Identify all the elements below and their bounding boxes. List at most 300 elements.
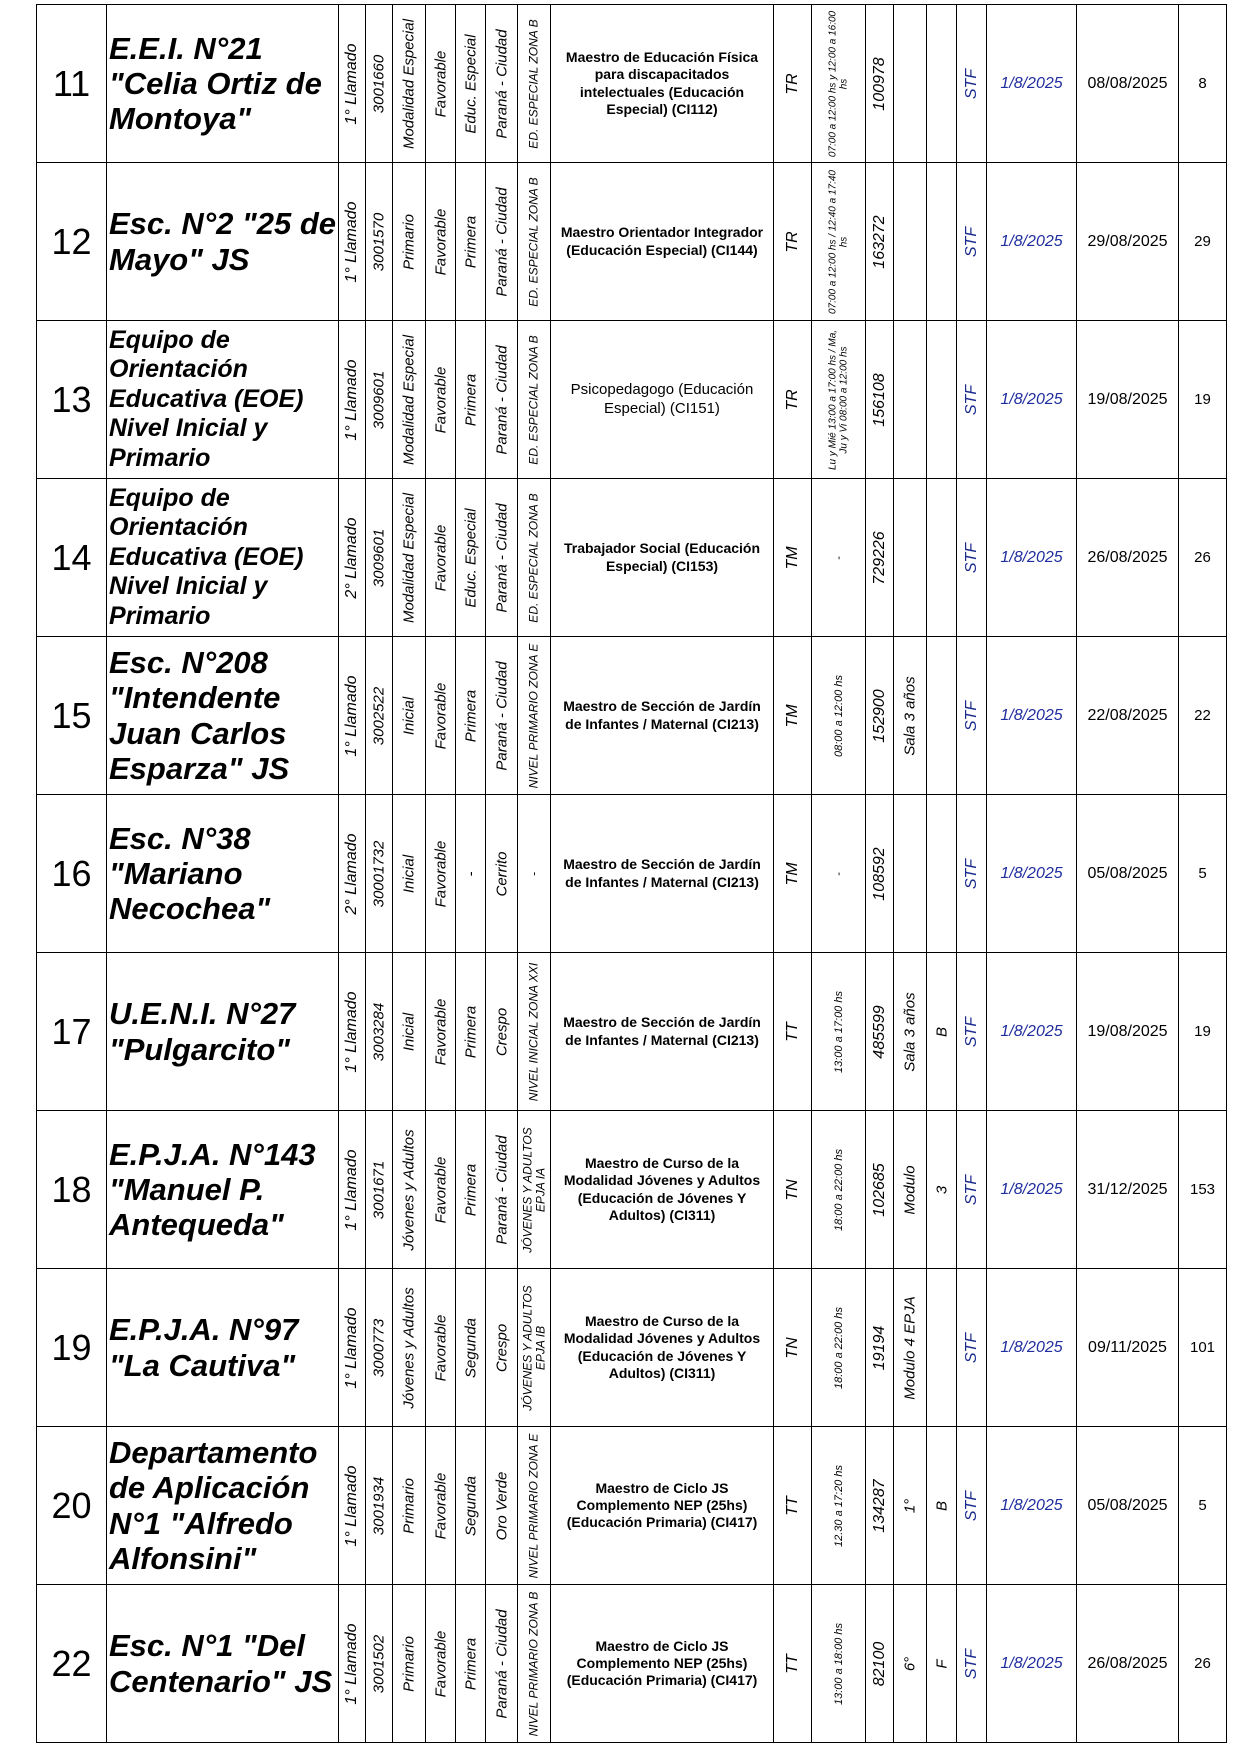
zona-cell (426, 795, 456, 953)
ciudad: Crespo (493, 1323, 510, 1372)
turno: TT (783, 1653, 801, 1674)
cargo: Trabajador Social (Educación Especial) (CI153) (551, 479, 774, 637)
fecha-hasta: 31/12/2025 (1077, 1111, 1179, 1269)
tipo: STF (962, 384, 980, 415)
seccion-cell (894, 953, 927, 1111)
horario-cell (812, 5, 866, 163)
modalidad-cell (393, 163, 426, 321)
legajo: 19194 (870, 1325, 888, 1370)
seccion-cell (894, 1585, 927, 1743)
llamado-cell (339, 479, 366, 637)
division-cell (927, 1585, 957, 1743)
modalidad: Inicial (400, 696, 418, 735)
school-name: Esc. N°208 "Intendente Juan Carlos Esparza" JS (107, 637, 339, 795)
tipo-cell (957, 1269, 987, 1427)
school-code: 3001502 (370, 1634, 388, 1693)
tipo: STF (962, 1174, 980, 1205)
turno: TT (783, 1495, 801, 1516)
supervision-cell (518, 1585, 551, 1743)
cargo: Maestro de Curso de la Modalidad Jóvenes y Adultos (Educación de Jóvenes Y Adultos) (CI311) (551, 1269, 774, 1427)
llamado: 1° Llamado (343, 990, 360, 1073)
table-row (37, 1427, 1227, 1585)
school-code: 3000773 (370, 1318, 388, 1377)
ciudad: Paraná - Ciudad (493, 28, 510, 139)
division-cell (927, 1427, 957, 1585)
llamado: 1° Llamado (343, 358, 360, 441)
division: F (933, 1658, 950, 1669)
code-cell (366, 637, 393, 795)
division-cell (927, 5, 957, 163)
fecha-desde: 1/8/2025 (987, 1269, 1077, 1427)
fecha-desde: 1/8/2025 (987, 479, 1077, 637)
table-row (37, 953, 1227, 1111)
fecha-desde: 1/8/2025 (987, 1585, 1077, 1743)
categoria-cell (456, 321, 486, 479)
ciudad-cell (486, 1427, 518, 1585)
legajo: 108592 (870, 846, 888, 901)
zona-favorable: Favorable (432, 1472, 449, 1539)
tipo-cell (957, 1111, 987, 1269)
seccion-cell (894, 795, 927, 953)
turno: TN (783, 1178, 801, 1201)
ciudad-cell (486, 479, 518, 637)
horario: 08:00 a 12:00 hs (832, 674, 845, 757)
fecha-hasta: 19/08/2025 (1077, 321, 1179, 479)
cantidad-dias: 5 (1179, 795, 1227, 953)
fecha-desde: 1/8/2025 (987, 321, 1077, 479)
llamado: 1° Llamado (343, 42, 360, 125)
code-cell (366, 321, 393, 479)
vacancy-sheet (36, 4, 1216, 1749)
modalidad: Primario (400, 213, 418, 270)
legajo: 163272 (870, 214, 888, 269)
categoria-cell (456, 163, 486, 321)
zona-favorable: Favorable (432, 840, 449, 907)
modalidad: Primario (400, 1635, 418, 1692)
categoria-cell (456, 1585, 486, 1743)
school-name: Esc. N°1 "Del Centenario" JS (107, 1585, 339, 1743)
fecha-hasta: 22/08/2025 (1077, 637, 1179, 795)
fecha-desde: 1/8/2025 (987, 1427, 1077, 1585)
horario: 18:00 a 22:00 hs (832, 1148, 845, 1231)
row-number: 16 (37, 795, 107, 953)
llamado: 1° Llamado (343, 1148, 360, 1231)
zona-favorable: Favorable (432, 50, 449, 117)
turno: TR (783, 72, 801, 95)
school-name: E.E.I. N°21 "Celia Ortiz de Montoya" (107, 5, 339, 163)
school-name: Esc. N°38 "Mariano Necochea" (107, 795, 339, 953)
supervision: NIVEL PRIMARIO ZONA E (526, 643, 541, 788)
cantidad-dias: 22 (1179, 637, 1227, 795)
categoria: Educ. Especial (462, 33, 479, 134)
llamado-cell (339, 163, 366, 321)
division-cell (927, 321, 957, 479)
legajo: 156108 (870, 372, 888, 427)
row-number: 14 (37, 479, 107, 637)
cantidad-dias: 26 (1179, 1585, 1227, 1743)
seccion-cell (894, 321, 927, 479)
modalidad: Modalidad Especial (400, 334, 418, 465)
ciudad-cell (486, 1269, 518, 1427)
cantidad-dias: 19 (1179, 321, 1227, 479)
table-row (37, 479, 1227, 637)
ciudad: Paraná - Ciudad (493, 1134, 510, 1245)
cantidad-dias: 101 (1179, 1269, 1227, 1427)
division-cell (927, 795, 957, 953)
table-row (37, 1585, 1227, 1743)
seccion: 1° (901, 1498, 919, 1513)
turno-cell (774, 321, 812, 479)
seccion: Sala 3 años (901, 675, 919, 756)
ciudad: Crespo (493, 1007, 510, 1056)
horario: 18:00 a 22:00 hs (832, 1306, 845, 1389)
turno-cell (774, 1269, 812, 1427)
division-cell (927, 1111, 957, 1269)
ciudad-cell (486, 637, 518, 795)
tipo: STF (962, 1016, 980, 1047)
division-cell (927, 1269, 957, 1427)
turno-cell (774, 795, 812, 953)
code-cell (366, 1111, 393, 1269)
legajo: 729226 (870, 530, 888, 585)
horario: 12.30 a 17:20 hs (832, 1464, 845, 1547)
fecha-desde: 1/8/2025 (987, 795, 1077, 953)
tipo-cell (957, 1585, 987, 1743)
zona-favorable: Favorable (432, 524, 449, 591)
cargo: Maestro de Sección de Jardín de Infantes / Maternal (CI213) (551, 953, 774, 1111)
legajo-cell (866, 1427, 894, 1585)
legajo-cell (866, 5, 894, 163)
zona-favorable: Favorable (432, 1156, 449, 1223)
supervision: NIVEL PRIMARIO ZONA B (526, 1591, 541, 1736)
cantidad-dias: 19 (1179, 953, 1227, 1111)
legajo-cell (866, 795, 894, 953)
modalidad-cell (393, 1269, 426, 1427)
table-row (37, 321, 1227, 479)
llamado: 1° Llamado (343, 1464, 360, 1547)
division: B (933, 1026, 950, 1037)
seccion-cell (894, 637, 927, 795)
categoria-cell (456, 953, 486, 1111)
fecha-desde: 1/8/2025 (987, 953, 1077, 1111)
turno-cell (774, 5, 812, 163)
legajo-cell (866, 1111, 894, 1269)
tipo: STF (962, 858, 980, 889)
legajo-cell (866, 1585, 894, 1743)
llamado-cell (339, 953, 366, 1111)
school-name: E.P.J.A. N°143 "Manuel P. Antequeda" (107, 1111, 339, 1269)
fecha-hasta: 05/08/2025 (1077, 1427, 1179, 1585)
llamado: 2° Llamado (343, 516, 360, 599)
cargo: Maestro de Curso de la Modalidad Jóvenes y Adultos (Educación de Jóvenes Y Adultos) (CI311) (551, 1111, 774, 1269)
categoria: Primera (462, 1005, 479, 1058)
table-row (37, 1111, 1227, 1269)
horario: 13:00 a 18:00 hs (832, 1622, 845, 1705)
modalidad-cell (393, 795, 426, 953)
horario-cell (812, 163, 866, 321)
legajo: 485599 (870, 1004, 888, 1059)
seccion: Modulo 4 EPJA (901, 1295, 919, 1400)
zona-cell (426, 1269, 456, 1427)
supervision-cell (518, 163, 551, 321)
modalidad: Jóvenes y Adultos (400, 1128, 418, 1251)
ciudad-cell (486, 1585, 518, 1743)
modalidad: Inicial (400, 1012, 418, 1051)
zona-favorable: Favorable (432, 208, 449, 275)
zona-cell (426, 163, 456, 321)
division: B (933, 1500, 950, 1511)
legajo: 100978 (870, 56, 888, 111)
division: 3 (933, 1185, 950, 1194)
school-code: 3001660 (370, 54, 388, 113)
fecha-desde: 1/8/2025 (987, 5, 1077, 163)
llamado: 1° Llamado (343, 1306, 360, 1389)
row-number: 22 (37, 1585, 107, 1743)
zona-favorable: Favorable (432, 1630, 449, 1697)
seccion-cell (894, 1269, 927, 1427)
school-name: Esc. N°2 "25 de Mayo" JS (107, 163, 339, 321)
horario: - (832, 555, 845, 560)
table-row (37, 795, 1227, 953)
code-cell (366, 1427, 393, 1585)
tipo-cell (957, 479, 987, 637)
categoria-cell (456, 1111, 486, 1269)
zona-cell (426, 479, 456, 637)
categoria-cell (456, 479, 486, 637)
row-number: 12 (37, 163, 107, 321)
legajo: 82100 (870, 1641, 888, 1686)
legajo: 134287 (870, 1478, 888, 1533)
ciudad-cell (486, 163, 518, 321)
horario-cell (812, 953, 866, 1111)
modalidad-cell (393, 1111, 426, 1269)
tipo-cell (957, 795, 987, 953)
school-code: 3009601 (370, 370, 388, 429)
tipo-cell (957, 953, 987, 1111)
zona-cell (426, 5, 456, 163)
ciudad-cell (486, 5, 518, 163)
categoria-cell (456, 795, 486, 953)
modalidad-cell (393, 1585, 426, 1743)
turno-cell (774, 1111, 812, 1269)
supervision-cell (518, 5, 551, 163)
categoria: Segunda (462, 1475, 479, 1536)
llamado-cell (339, 1585, 366, 1743)
tipo-cell (957, 163, 987, 321)
legajo: 102685 (870, 1162, 888, 1217)
tipo: STF (962, 542, 980, 573)
categoria-cell (456, 1269, 486, 1427)
horario-cell (812, 795, 866, 953)
llamado-cell (339, 321, 366, 479)
ciudad: Paraná - Ciudad (493, 660, 510, 771)
zona-cell (426, 1427, 456, 1585)
supervision: ED. ESPECIAL ZONA B (526, 334, 541, 465)
supervision-cell (518, 637, 551, 795)
horario: 07:00 a 12:00 hs / 12:40 a 17:40 hs (827, 169, 849, 314)
turno: TT (783, 1021, 801, 1042)
supervision: ED. ESPECIAL ZONA B (526, 492, 541, 623)
categoria: Primera (462, 1637, 479, 1690)
legajo-cell (866, 479, 894, 637)
horario-cell (812, 479, 866, 637)
school-name: E.P.J.A. N°97 "La Cautiva" (107, 1269, 339, 1427)
table-row (37, 5, 1227, 163)
table-row (37, 163, 1227, 321)
tipo-cell (957, 321, 987, 479)
supervision: NIVEL PRIMARIO ZONA E (526, 1433, 541, 1578)
modalidad-cell (393, 321, 426, 479)
ciudad: Oro Verde (493, 1471, 510, 1540)
fecha-hasta: 05/08/2025 (1077, 795, 1179, 953)
llamado: 1° Llamado (343, 200, 360, 283)
supervision: - (526, 871, 541, 876)
school-code: 3001671 (370, 1160, 388, 1219)
tipo: STF (962, 226, 980, 257)
tipo: STF (962, 68, 980, 99)
llamado: 2° Llamado (343, 832, 360, 915)
fecha-desde: 1/8/2025 (987, 637, 1077, 795)
ciudad: Paraná - Ciudad (493, 344, 510, 455)
cargo: Maestro Orientador Integrador (Educación Especial) (CI144) (551, 163, 774, 321)
zona-favorable: Favorable (432, 366, 449, 433)
ciudad: Paraná - Ciudad (493, 186, 510, 297)
horario-cell (812, 1427, 866, 1585)
code-cell (366, 479, 393, 637)
llamado-cell (339, 1111, 366, 1269)
horario: 07:00 a 12:00 hs y 12:00 a 16:00 hs (827, 10, 849, 157)
categoria: Primera (462, 1163, 479, 1216)
supervision: ED. ESPECIAL ZONA B (526, 18, 541, 149)
fecha-hasta: 26/08/2025 (1077, 1585, 1179, 1743)
modalidad-cell (393, 5, 426, 163)
modalidad-cell (393, 953, 426, 1111)
fecha-hasta: 19/08/2025 (1077, 953, 1179, 1111)
llamado-cell (339, 5, 366, 163)
llamado: 1° Llamado (343, 1622, 360, 1705)
seccion-cell (894, 1427, 927, 1585)
llamado-cell (339, 1427, 366, 1585)
turno-cell (774, 1427, 812, 1585)
supervision-cell (518, 479, 551, 637)
modalidad: Modalidad Especial (400, 492, 418, 623)
supervision-cell (518, 321, 551, 479)
categoria: Segunda (462, 1317, 479, 1378)
modalidad: Modalidad Especial (400, 18, 418, 149)
zona-cell (426, 953, 456, 1111)
modalidad-cell (393, 479, 426, 637)
zona-cell (426, 1585, 456, 1743)
modalidad: Jóvenes y Adultos (400, 1286, 418, 1409)
llamado: 1° Llamado (343, 674, 360, 757)
zona-favorable: Favorable (432, 682, 449, 749)
table-row (37, 1269, 1227, 1427)
seccion: Sala 3 años (901, 991, 919, 1072)
school-name: Equipo de Orientación Educativa (EOE) Nivel Inicial y Primario (107, 479, 339, 637)
school-code: 3001934 (370, 1476, 388, 1535)
code-cell (366, 953, 393, 1111)
turno: TM (783, 703, 801, 728)
ciudad-cell (486, 795, 518, 953)
cantidad-dias: 153 (1179, 1111, 1227, 1269)
cantidad-dias: 5 (1179, 1427, 1227, 1585)
categoria-cell (456, 1427, 486, 1585)
supervision-cell (518, 1269, 551, 1427)
cargo: Maestro de Ciclo JS Complemento NEP (25hs) (Educación Primaria) (CI417) (551, 1427, 774, 1585)
legajo-cell (866, 163, 894, 321)
supervision: JÓVENES Y ADULTOS EPJA IB (520, 1284, 547, 1411)
supervision: NIVEL INICIAL ZONA XXI (526, 962, 541, 1101)
seccion-cell (894, 5, 927, 163)
division-cell (927, 163, 957, 321)
division-cell (927, 637, 957, 795)
vacancy-table (36, 4, 1227, 1743)
legajo-cell (866, 953, 894, 1111)
seccion: 6° (901, 1656, 919, 1671)
horario-cell (812, 1269, 866, 1427)
ciudad-cell (486, 321, 518, 479)
school-code: 30001732 (370, 840, 388, 907)
turno: TM (783, 545, 801, 570)
categoria-cell (456, 637, 486, 795)
legajo-cell (866, 637, 894, 795)
cantidad-dias: 26 (1179, 479, 1227, 637)
row-number: 15 (37, 637, 107, 795)
school-code: 3002522 (370, 686, 388, 745)
division-cell (927, 953, 957, 1111)
supervision-cell (518, 1427, 551, 1585)
row-number: 13 (37, 321, 107, 479)
row-number: 17 (37, 953, 107, 1111)
categoria: Educ. Especial (462, 507, 479, 608)
ciudad: Paraná - Ciudad (493, 1608, 510, 1719)
ciudad-cell (486, 953, 518, 1111)
row-number: 20 (37, 1427, 107, 1585)
code-cell (366, 5, 393, 163)
turno-cell (774, 479, 812, 637)
supervision: JÓVENES Y ADULTOS EPJA IA (520, 1126, 547, 1253)
horario: Lu y Mié 13:00 a 17:00 hs / Ma, Ju y Vi 08:00 a 12:00 hs (827, 329, 849, 470)
tipo-cell (957, 5, 987, 163)
supervision-cell (518, 953, 551, 1111)
seccion-cell (894, 479, 927, 637)
turno-cell (774, 1585, 812, 1743)
tipo-cell (957, 637, 987, 795)
supervision-cell (518, 1111, 551, 1269)
llamado-cell (339, 637, 366, 795)
tipo: STF (962, 1490, 980, 1521)
cargo: Maestro de Ciclo JS Complemento NEP (25hs) (Educación Primaria) (CI417) (551, 1585, 774, 1743)
cantidad-dias: 8 (1179, 5, 1227, 163)
fecha-desde: 1/8/2025 (987, 1111, 1077, 1269)
zona-favorable: Favorable (432, 998, 449, 1065)
supervision: ED. ESPECIAL ZONA B (526, 176, 541, 307)
row-number: 11 (37, 5, 107, 163)
cargo: Psicopedagogo (Educación Especial) (CI151) (551, 321, 774, 479)
horario-cell (812, 1585, 866, 1743)
categoria-cell (456, 5, 486, 163)
modalidad-cell (393, 637, 426, 795)
turno-cell (774, 163, 812, 321)
legajo-cell (866, 1269, 894, 1427)
turno: TM (783, 861, 801, 886)
fecha-desde: 1/8/2025 (987, 163, 1077, 321)
division-cell (927, 479, 957, 637)
zona-cell (426, 1111, 456, 1269)
turno-cell (774, 953, 812, 1111)
school-code: 3001570 (370, 212, 388, 271)
tipo: STF (962, 1648, 980, 1679)
